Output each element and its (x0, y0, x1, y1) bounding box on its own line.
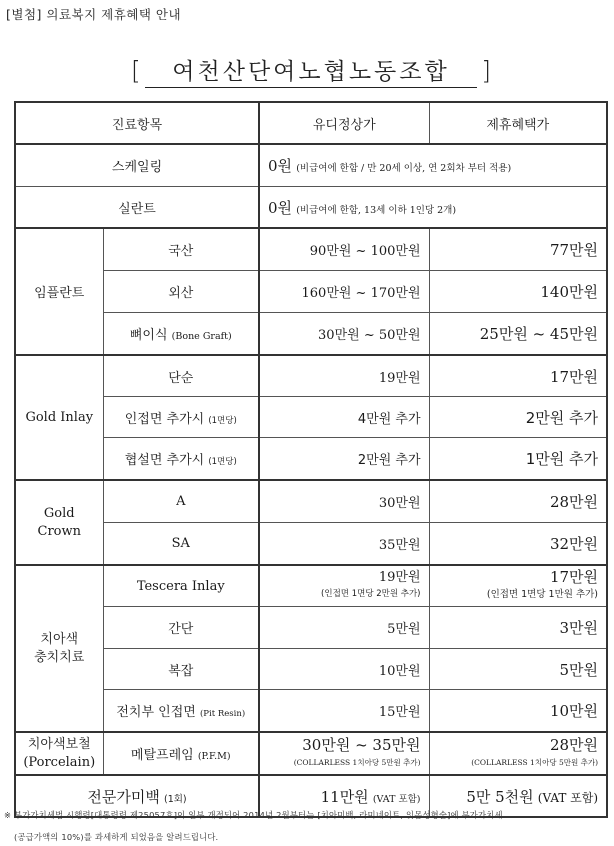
table-row (15, 523, 607, 566)
item-name: 메탈프레임 (130, 748, 194, 763)
table-row (15, 355, 607, 397)
table-row (15, 649, 607, 690)
price-value: 28만원 (549, 735, 599, 754)
item-label (103, 690, 259, 733)
regular-price: 10만원 (259, 649, 429, 690)
footer-note-line2: (공급가액의 10%)를 과세하게 되었음을 알려드립니다. (14, 832, 219, 842)
regular-price: 19만원 (259, 355, 429, 397)
discount-price: 3만원 (429, 607, 607, 649)
table-row (15, 313, 607, 356)
discount-price: 2만원 추가 (429, 397, 607, 438)
item-name: 전치부 인접면 (116, 705, 196, 720)
category-tooth-color-filling (15, 565, 103, 732)
price-value: 0원 (268, 157, 293, 175)
discount-price: 140만원 (429, 271, 607, 313)
item-name: 협설면 추가시 (124, 453, 205, 468)
table-header-row (15, 102, 607, 144)
item-note: (Bone Graft) (171, 331, 232, 342)
discount-price: 32만원 (429, 523, 607, 566)
attachment-title: [별첨] 의료복지 제휴혜택 안내 (6, 7, 182, 22)
item-label: Tescera Inlay (103, 565, 259, 607)
item-label (103, 732, 259, 775)
item-label: A (103, 480, 259, 523)
discount-price (429, 565, 607, 607)
regular-price: 15만원 (259, 690, 429, 733)
table-row-porcelain (15, 732, 607, 775)
item-label: 외산 (103, 271, 259, 313)
discount-price: 28만원 (429, 480, 607, 523)
regular-price: 2만원 추가 (259, 438, 429, 481)
regular-price: 30만원 ~ 50만원 (259, 313, 429, 356)
price-value: 11만원 (320, 787, 369, 806)
discount-price: 10만원 (429, 690, 607, 733)
table-row (15, 397, 607, 438)
table-row (15, 228, 607, 271)
price-note: (비급여에 한함, 13세 이하 1인당 2개) (296, 204, 457, 216)
benefit-price-table (14, 101, 608, 818)
price-note: (VAT 포함) (537, 790, 599, 805)
category-line: 치아색 (40, 631, 79, 647)
item-label: SA (103, 523, 259, 566)
table-row-sealant (15, 187, 607, 229)
regular-price: 90만원 ~ 100만원 (259, 228, 429, 271)
price-note: (COLLARLESS 1치아당 5만원 추가) (293, 757, 421, 767)
item-label: 복잡 (103, 649, 259, 690)
table-row (15, 690, 607, 733)
organization-name: 여천산단여노협노동조합 (145, 53, 477, 88)
category-line: Crown (37, 523, 81, 539)
item-note: (P.F.M) (197, 751, 231, 762)
category-line: 치아색보철 (27, 736, 91, 752)
bracket-close: ] (481, 55, 491, 85)
category-line: 충치치료 (34, 649, 85, 665)
price-value: 17만원 (549, 568, 599, 586)
category-porcelain (15, 732, 103, 775)
price-note: (인접면 1면당 2만원 추가) (321, 589, 421, 599)
regular-price: 5만원 (259, 607, 429, 649)
price-note: (인접면 1면당 1만원 추가) (486, 589, 599, 600)
item-note: (1회) (163, 793, 187, 805)
bracket-open: [ (131, 55, 141, 85)
item-label: 실란트 (15, 187, 259, 229)
column-header-regular-price: 유디정상가 (259, 102, 429, 144)
item-note: (1면당) (208, 457, 237, 467)
category-gold-inlay: Gold Inlay (15, 355, 103, 480)
table-row (15, 480, 607, 523)
item-name: 인접면 추가시 (124, 411, 205, 427)
organization-title (131, 52, 491, 88)
price-value: 19만원 (378, 570, 421, 585)
discount-price: 17만원 (429, 355, 607, 397)
column-header-item: 진료항목 (15, 102, 259, 144)
discount-price: 25만원 ~ 45만원 (429, 313, 607, 356)
table-row (15, 271, 607, 313)
regular-price: 160만원 ~ 170만원 (259, 271, 429, 313)
price-value: 0원 (268, 198, 293, 217)
category-gold-crown (15, 480, 103, 565)
category-line: Gold (43, 505, 75, 521)
price-note: (VAT 포함) (372, 793, 421, 805)
footer-note-line1: ※ 부가가치세법 시행령[대통령령 제25057호]이 일부 개정되어 2014년 2월부터는 [치아미백, 라미네이트, 잇몸성형술]에 부가가치세 (4, 810, 503, 820)
item-label (103, 438, 259, 481)
item-name: 뼈이식 (129, 328, 168, 343)
table-row (15, 565, 607, 607)
price-note: (비급여에 한함 / 만 20세 이상, 연 2회차 부터 적용) (296, 163, 512, 174)
table-row-scaling (15, 144, 607, 187)
price-value: 5만 5천원 (466, 787, 534, 806)
discount-price: 1만원 추가 (429, 438, 607, 481)
table-row (15, 438, 607, 481)
price-note: (COLLARLESS 1치아당 5만원 추가) (471, 757, 599, 767)
item-note: (Pit Resin) (199, 709, 246, 719)
regular-price: 35만원 (259, 523, 429, 566)
item-label (103, 313, 259, 356)
item-note: (1면당) (208, 415, 237, 426)
regular-price: 30만원 (259, 480, 429, 523)
price-value: 30만원 ~ 35만원 (302, 735, 421, 754)
price-cell (259, 187, 607, 229)
regular-price (259, 565, 429, 607)
price-cell (259, 144, 607, 187)
discount-price: 77만원 (429, 228, 607, 271)
discount-price (429, 732, 607, 775)
item-label: 단순 (103, 355, 259, 397)
column-header-discount-price: 제휴혜택가 (429, 102, 607, 144)
regular-price: 4만원 추가 (259, 397, 429, 438)
category-line: (Porcelain) (23, 754, 96, 770)
item-label: 국산 (103, 228, 259, 271)
item-label: 스케일링 (15, 144, 259, 187)
item-name: 전문가미백 (87, 787, 160, 806)
item-label (103, 397, 259, 438)
item-label: 간단 (103, 607, 259, 649)
discount-price: 5만원 (429, 649, 607, 690)
regular-price (259, 732, 429, 775)
table-row (15, 607, 607, 649)
category-implant: 임플란트 (15, 228, 103, 355)
